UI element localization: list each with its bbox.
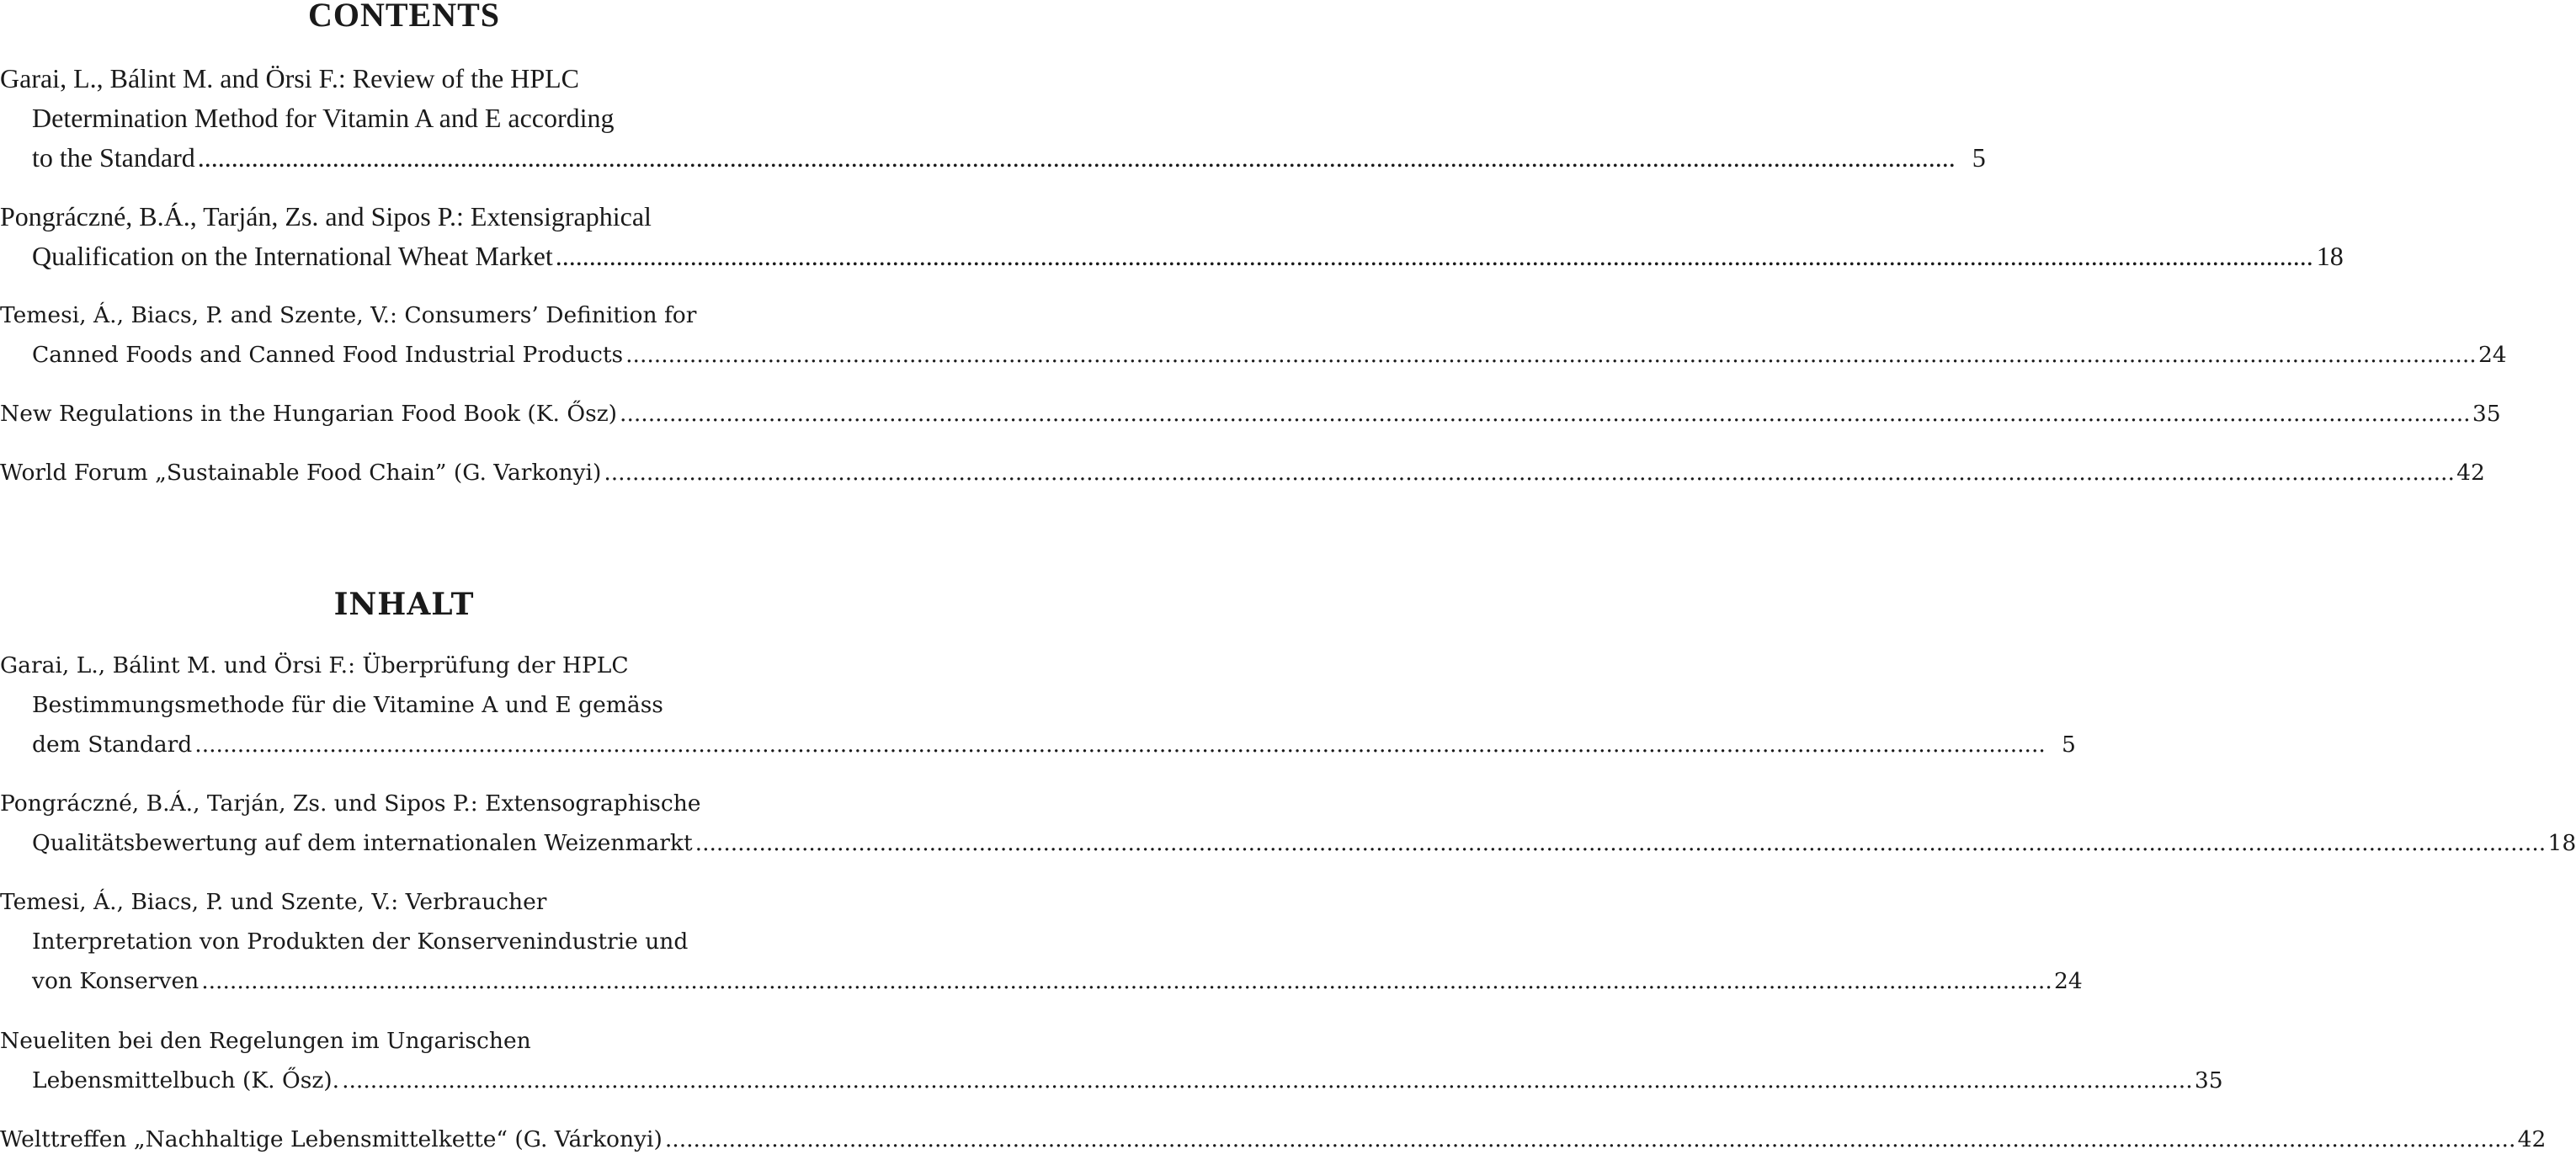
entry-text: to the Standard: [32, 142, 195, 173]
dot-leader: [625, 335, 2477, 375]
dot-leader: [556, 236, 2313, 276]
entry-text: dem Standard: [32, 732, 193, 758]
entry-text: Neueliten bei den Regelungen im Ungarischen: [0, 1028, 531, 1054]
entry-text: Garai, L., Bálint M. und Örsi F.: Überprüfung der HPLC: [0, 652, 629, 678]
entry-text: Welttreffen „Nachhaltige Lebensmittelkette“ (G. Várkonyi): [0, 1126, 663, 1152]
entry-text: Pongráczné, B.Á., Tarján, Zs. und Sipos P.: Extensographische: [0, 790, 701, 817]
entry-text: Determination Method for Vitamin A and E according: [32, 103, 615, 133]
entry-text: Qualification on the International Wheat Market: [32, 241, 553, 271]
contents-entry-1-line-2: [0, 98, 838, 138]
entry-text: Temesi, Á., Biacs, P. and Szente, V.: Consumers’ Definition for: [0, 302, 697, 328]
contents-entry-2-line-2: [0, 236, 2344, 276]
contents-entry-4-line-1: [0, 394, 2501, 434]
contents-entry-5-line-1: [0, 453, 2485, 493]
page-number: 42: [2517, 1126, 2547, 1152]
inhalt-entry-3-line-2: [0, 922, 838, 962]
inhalt-entry-2-line-1: [0, 784, 806, 824]
entry-text: Temesi, Á., Biacs, P. und Szente, V.: Verbraucher: [0, 889, 547, 915]
inhalt-entry-1-line-2: [0, 685, 838, 726]
dot-leader: [194, 725, 2046, 765]
inhalt-entry-3-line-1: [0, 882, 806, 923]
inhalt-entry-3-line-3: [0, 961, 2083, 1002]
dot-leader: [620, 394, 2471, 434]
entry-text: World Forum „Sustainable Food Chain” (G. Varkonyi): [0, 460, 602, 486]
entry-text: Pongráczné, B.Á., Tarján, Zs. and Sipos P.: Extensigraphical: [0, 201, 652, 231]
contents-entry-1-line-1: [0, 58, 806, 98]
inhalt-entry-1-line-3: [0, 725, 2076, 765]
page-number: 18: [2547, 830, 2576, 856]
contents-entry-1-line-3: [0, 137, 1986, 178]
contents-entry-2-line-1: [0, 196, 806, 237]
inhalt-entry-4-line-1: [0, 1021, 806, 1062]
page-number: 42: [2456, 460, 2485, 486]
inhalt-heading: INHALT: [333, 587, 475, 622]
page-number: 5: [2061, 732, 2076, 758]
dot-leader: [604, 453, 2455, 493]
dot-leader: [342, 1061, 2193, 1101]
entry-text: Canned Foods and Canned Food Industrial Products: [32, 342, 624, 368]
page-number: 5: [1972, 142, 1986, 173]
entry-text: Interpretation von Produkten der Konservenindustrie und: [32, 929, 689, 955]
entry-text: von Konserven: [32, 968, 200, 994]
entry-text: Lebensmittelbuch (K. Ősz).: [32, 1067, 340, 1093]
entry-text: Qualitätsbewertung auf dem internationalen Weizenmarkt: [32, 830, 693, 856]
entry-text: Bestimmungsmethode für die Vitamine A und E gemäss: [32, 692, 663, 718]
contents-heading: CONTENTS: [307, 0, 501, 34]
inhalt-entry-4-line-2: [0, 1061, 2223, 1101]
contents-entry-3-line-1: [0, 295, 806, 336]
dot-leader: [201, 961, 2052, 1002]
entry-text: New Regulations in the Hungarian Food Book (K. Ősz): [0, 401, 618, 427]
entry-text: Garai, L., Bálint M. and Örsi F.: Review of the HPLC: [0, 63, 580, 93]
inhalt-entry-5-line-1: [0, 1120, 2547, 1160]
page-number: 24: [2478, 342, 2507, 368]
dot-leader: [695, 823, 2547, 864]
page-number: 18: [2316, 241, 2344, 271]
dot-leader: [665, 1120, 2516, 1160]
dot-leader: [198, 137, 1956, 178]
page-number: 35: [2472, 401, 2501, 427]
inhalt-entry-1-line-1: [0, 646, 806, 686]
page-number: 24: [2054, 968, 2083, 994]
page-number: 35: [2194, 1067, 2223, 1093]
inhalt-entry-2-line-2: [0, 823, 2576, 864]
contents-entry-3-line-2: [0, 335, 2507, 375]
